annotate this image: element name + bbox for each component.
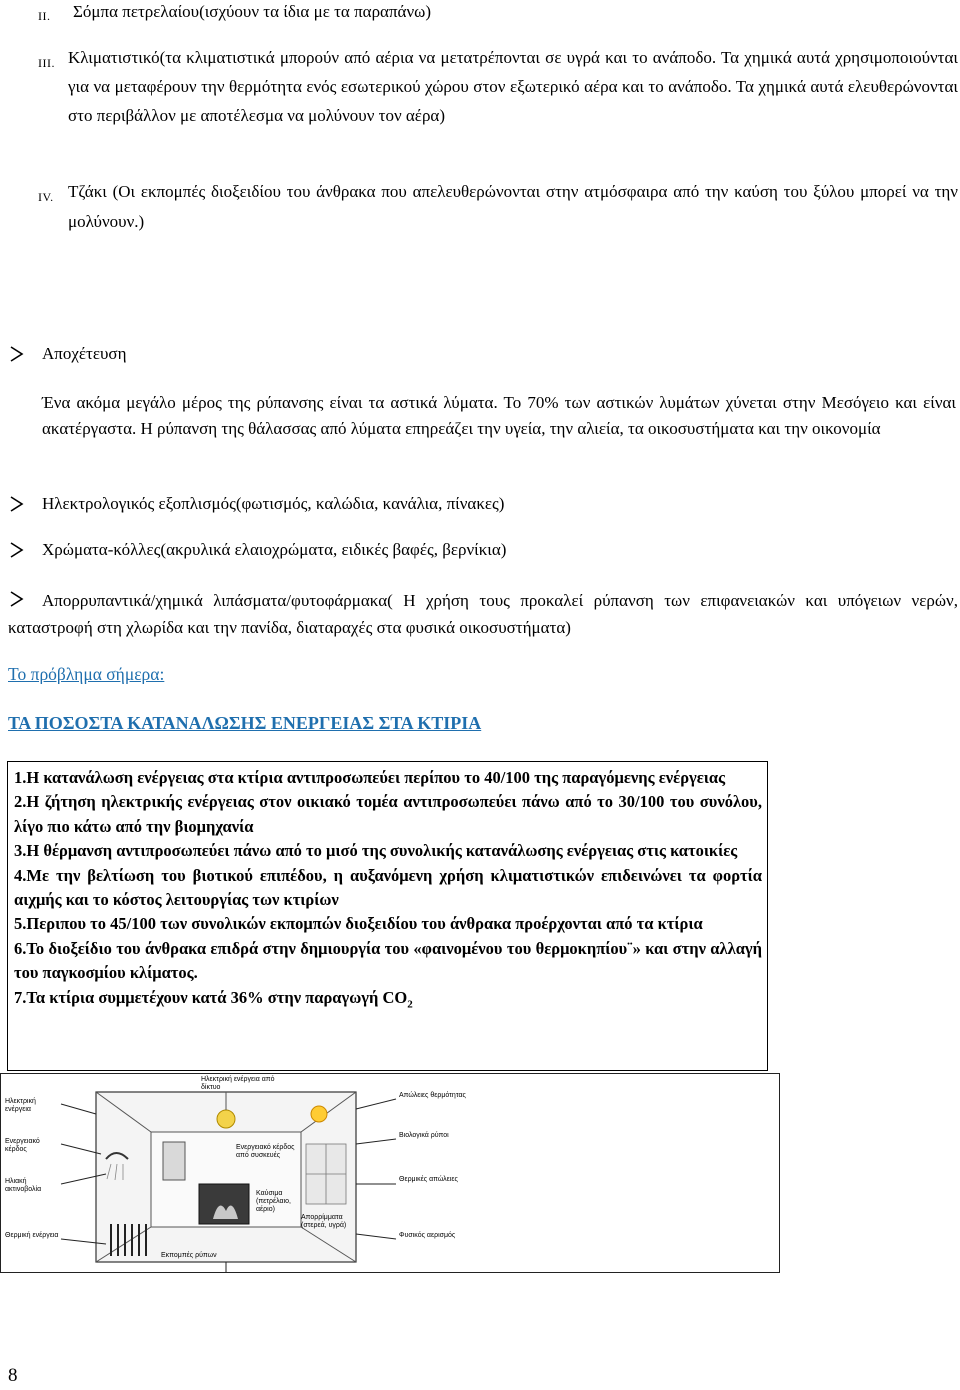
problem-today-link[interactable]: Το πρόβλημα σήμερα: — [8, 664, 165, 684]
bullet-detail-chemicals: Απορρυπαντικά/χημικά λιπάσματα/φυτοφάρμακα( Η χρήση τους προκαλεί ρύπανση των επιφανειακών και υπόγειων νερών, καταστροφή στη χλωρίδα και την πανίδα, διαταραχές στα φυσικά οικοσυστήματα) — [8, 591, 958, 637]
diagram-drawing — [1, 1074, 781, 1274]
energy-fact-2: 2.Η ζήτηση ηλεκτρικής ενέργειας στον οικιακό τομέα αντιπροσωπεύει πάνω από το 30/100 του συνόλου, λίγο πιο κάτω από την βιομηχανία — [14, 792, 762, 836]
figure-label: Απορρίμματα (στερεά, υγρά) — [301, 1214, 347, 1229]
figure-label: Ενεργειακό κέρδος — [5, 1138, 40, 1153]
roman-numeral-4: IV. — [38, 190, 54, 204]
arrow-bullet-icon — [8, 344, 26, 364]
energy-fact-6: 6.Το διοξείδιο του άνθρακα επιδρά στην δημιουργία του «φαινομένου του θερμοκηπίου¨» και στην αλλαγή του παγκοσμίου κλίματος. — [14, 938, 762, 983]
figure-label: Ηλεκτρική ενέργεια — [5, 1098, 36, 1113]
roman-item-4-text: Τζάκι (Οι εκπομπές διοξειδίου του άνθρακα που απελευθερώνονται στην ατμόσφαιρα από την καύση του ξύλου μπορεί να την μολύνουν.) — [68, 182, 958, 231]
figure-label: Θερμική ενέργεια — [5, 1232, 59, 1239]
building-energy-diagram — [0, 1073, 780, 1273]
figure-label: Ηλιακή ακτινοβολία — [5, 1178, 42, 1193]
co2-subscript: 2 — [407, 997, 413, 1010]
energy-fact-5: 5.Περιπου το 45/100 των συνολικών εκπομπών διοξειδίου του άνθρακα προέρχονται από τα κτίρια — [14, 914, 703, 934]
bullet-title-sewage: Αποχέτευση — [42, 344, 127, 363]
figure-label: Φυσικός αερισμός — [399, 1232, 456, 1239]
bullet-title-electrical: Ηλεκτρολογικός εξοπλισμός(φωτισμός, καλώδια, κανάλια, πίνακες) — [42, 494, 505, 513]
energy-fact-4: 4.Με την βελτίωση του βιοτικού επιπέδου, η αυξανόμενη χρήση κλιματιστικών επιδεινώνει τα φορτία αιχμής και το κόστος λειτουργίας των κτιρίων — [14, 865, 762, 910]
roman-item-2-text: Σόμπα πετρελαίου(ισχύουν τα ίδια με τα παραπάνω) — [73, 2, 431, 21]
figure-label: Βιολογικά ρύποι — [399, 1132, 449, 1139]
roman-numeral-3: III. — [38, 56, 55, 70]
roman-item-3-text: Κλιματιστικό(τα κλιματιστικά μπορούν από αέρια να μετατρέπονται σε υγρά και το ανάποδο. Τα χημικά αυτά χρησιμοποιούνται για να μεταφέρουν την θερμότητα ενός εσωτερικού χώρου στον εξωτερικό αέρα και το ανάποδο. Τα χημικά αυτά ελευθερώνονται στο περιβάλλον με αποτέλεσμα να μολύνουν τον αέρα) — [68, 48, 958, 125]
figure-label: Απώλειες θερμότητας — [399, 1092, 466, 1099]
roman-numeral-2: II. — [38, 9, 51, 23]
figure-label: Καύσιμα (πετρέλαιο, αέριο) — [256, 1190, 291, 1213]
fridge-icon — [163, 1142, 185, 1180]
figure-label: Εκπομπές ρύπων — [161, 1252, 217, 1259]
energy-fact-7 — [14, 986, 762, 1017]
light-bulb-icon — [217, 1110, 235, 1128]
figure-label: Ενεργειακό κέρδος από συσκευές — [236, 1144, 295, 1159]
section-heading: ΤΑ ΠΟΣΟΣΤΑ ΚΑΤΑΝΑΛΩΣΗΣ ΕΝΕΡΓΕΙΑΣ ΣΤΑ ΚΤΙΡΙΑ — [8, 713, 482, 733]
figure-label: Ηλεκτρική ενέργεια από δίκτυο — [201, 1076, 275, 1091]
arrow-bullet-icon — [8, 494, 26, 514]
bullet-detail-sewage: Ένα ακόμα μεγάλο μέρος της ρύπανσης είναι τα αστικά λύματα. Το 70% των αστικών λυμάτων χύνεται στην Μεσόγειο και είναι ακατέργαστα. Η ρύπανση της θάλασσας από λύματα επηρεάζει την υγεία, την αλιεία, τα οικοσυστήματα και την οικονομία — [42, 393, 956, 438]
figure-label: Θερμικές απώλειες — [399, 1176, 458, 1183]
energy-fact-7-text: 7.Τα κτίρια συμμετέχουν κατά 36% στην παραγωγή CO — [14, 987, 408, 1007]
sun-icon — [311, 1106, 327, 1122]
arrow-bullet-icon — [8, 540, 26, 560]
energy-facts-box — [7, 761, 768, 1071]
bullet-title-paints: Χρώματα-κόλλες(ακρυλικά ελαιοχρώματα, ειδικές βαφές, βερνίκια) — [42, 540, 507, 559]
energy-fact-1: 1.Η κατανάλωση ενέργειας στα κτίρια αντιπροσωπεύει περίπου το 40/100 της παραγόμενης ενέργειας — [14, 768, 726, 787]
page-number: 8 — [8, 1365, 18, 1386]
energy-fact-3: 3.Η θέρμανση αντιπροσωπεύει πάνω από το μισό της συνολικής κατανάλωσης ενέργειας στις κατοικίες — [14, 841, 738, 861]
